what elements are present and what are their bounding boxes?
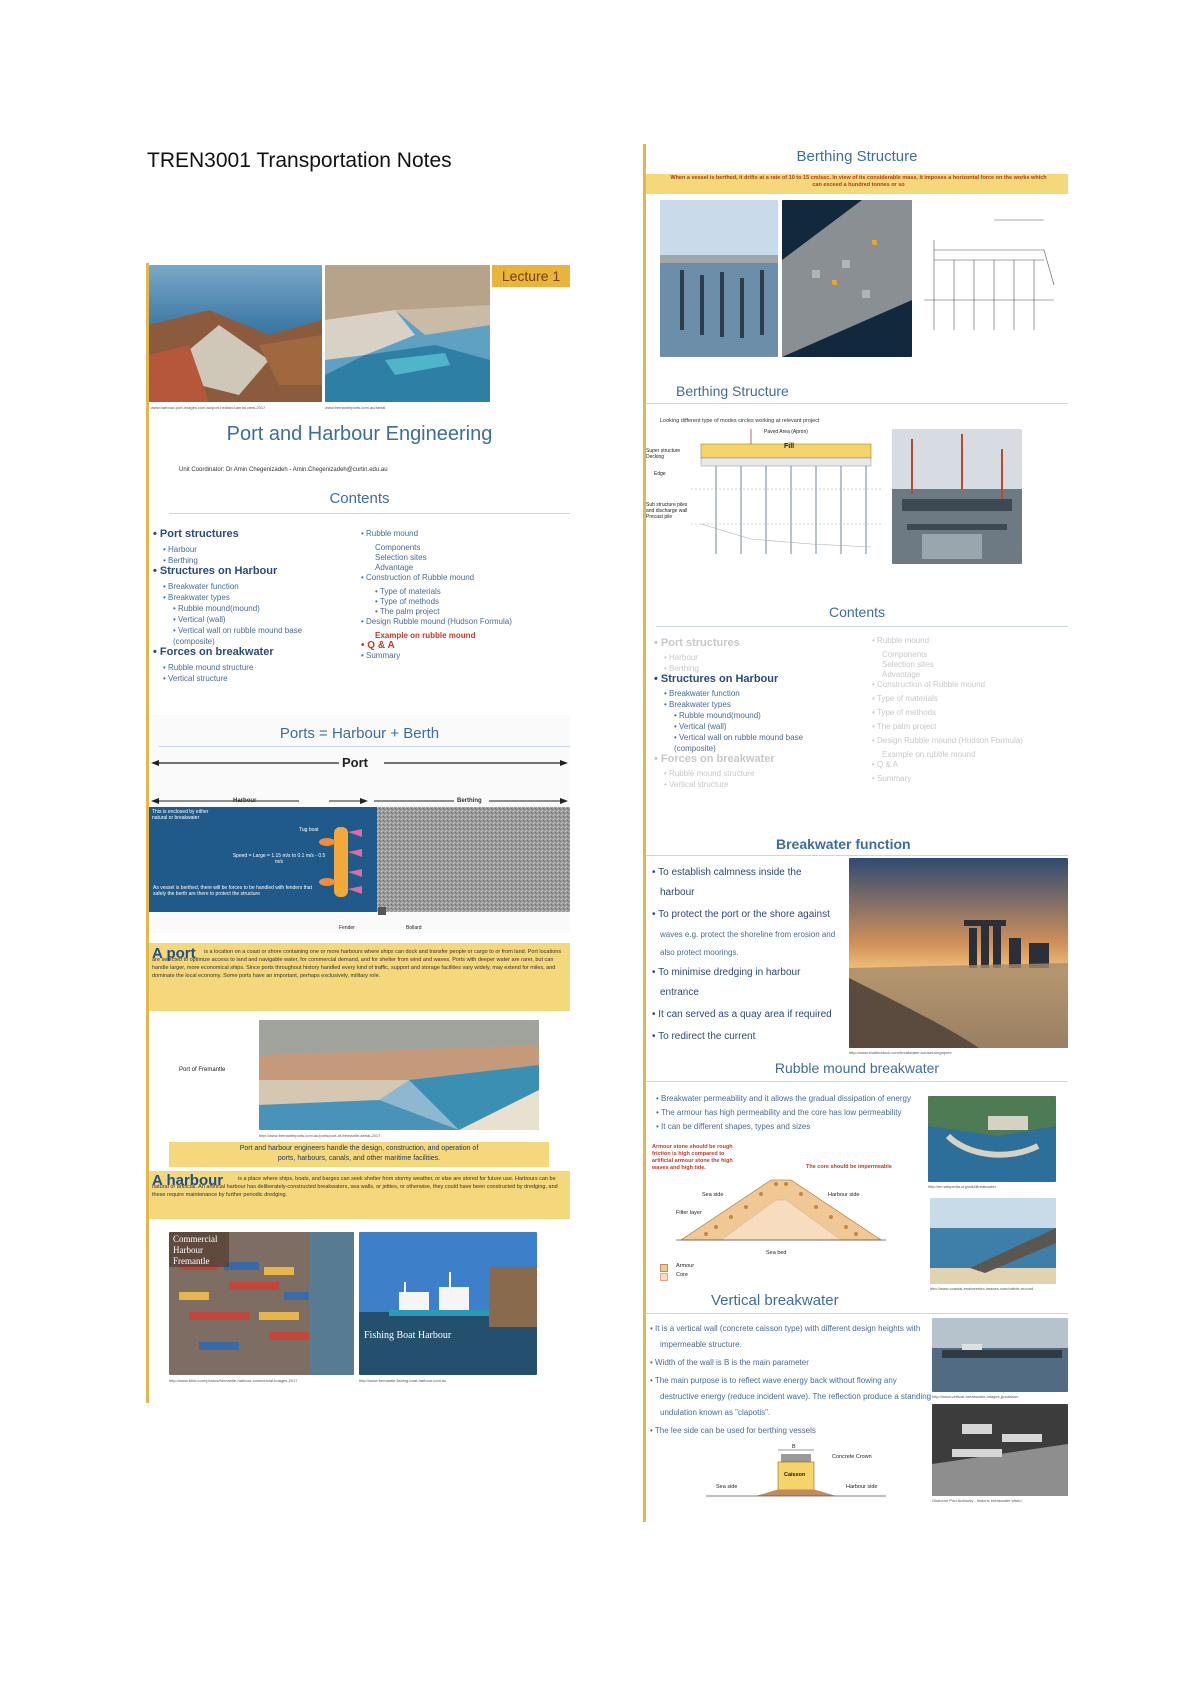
breakwater-sunset-photo xyxy=(849,858,1068,1048)
aerial-photo-port-hedland xyxy=(149,265,322,402)
vertical-photo-bw xyxy=(932,1404,1068,1496)
v-harbour-side-label: Harbour side xyxy=(846,1484,878,1490)
bw-function-item: entrance xyxy=(660,987,699,998)
vertical-item: • Width of the wall is B is the main parameter xyxy=(650,1358,809,1367)
contents-item: • Type of methods xyxy=(375,597,440,606)
harbour-photo-caption-1: http://www.flickr.com/photos/fremantle-harbour-commercial-images-2017 xyxy=(169,1378,298,1383)
contents-item: • Vertical structure xyxy=(163,674,228,683)
harbour-photo-caption-2: http://www.fremantle-fishing-boat-harbour.com.au xyxy=(359,1378,447,1383)
bw-function-item: • It can served as a quay area if required xyxy=(652,1009,832,1020)
sea-bed-label: Sea bed xyxy=(766,1250,787,1256)
vertical-item: • It is a vertical wall (concrete caisson type) with different design heights with xyxy=(650,1324,921,1333)
bw-function-heading: Breakwater function xyxy=(776,836,911,852)
berthing1-heading: Berthing Structure xyxy=(796,148,918,165)
slide-harbour-photos xyxy=(149,1232,570,1402)
contents-item: Selection sites xyxy=(882,660,934,669)
vertical-item: undulation known as "clapotis". xyxy=(660,1408,771,1417)
harbour-diagram xyxy=(149,807,570,922)
bw-function-item: • To protect the port or the shore against xyxy=(652,909,830,920)
berthing1-banner: When a vessel is berthed, it drifts at a rate of 10 to 15 cm/sec. In view of its considerable mass, it imposes a horizontal force on the works which can exceed a hundred tonnes or so xyxy=(670,175,1047,188)
aerial-photo-fremantle xyxy=(325,265,490,402)
legend-core-label: Core xyxy=(676,1272,688,1278)
super-structure-label: Super structure Decking xyxy=(646,448,681,460)
vertical-photo-caption-2: Gisborne Port Authority - historic breakwater photo xyxy=(932,1498,1022,1503)
engineers-text-1: Port and harbour engineers handle the design, construction, and operation of xyxy=(239,1145,479,1152)
contents-item: • Summary xyxy=(361,651,401,660)
slide-berthing-1 xyxy=(646,144,1068,374)
rubble-item: • Breakwater permeability and it allows the gradual dissipation of energy xyxy=(656,1094,911,1103)
berthing2-intro: Looking different type of modes circles working at relevant project xyxy=(660,418,820,424)
legend-core-swatch xyxy=(660,1273,668,1281)
contents-item: • Port structures xyxy=(654,637,740,649)
legend-armour-swatch xyxy=(660,1264,668,1272)
contents-item: • The palm project xyxy=(872,722,937,731)
bw-function-item: • To establish calmness inside the xyxy=(652,867,802,878)
fill-label: Fill xyxy=(784,443,795,450)
contents-item: • Forces on breakwater xyxy=(153,646,274,658)
aharbour-text: is a place where ships, boats, and barges can seek shelter from stormy weather, or else are stored for future use. Harbours can be natural or artificial. An artificial harbour has deliberately-constructed breakwaters, sea walls, or jetties, or otherwise, they could have been constructed by dredging, and these require maintenance by further periodic dredging. xyxy=(152,1176,558,1198)
berthing-label: Berthing xyxy=(457,798,482,804)
contents-item: • Summary xyxy=(872,774,912,783)
rubble-photo-beach xyxy=(930,1198,1056,1284)
berthing-photo-deck xyxy=(782,200,912,357)
b-label: B xyxy=(792,1444,796,1450)
contents-item: Advantage xyxy=(882,670,921,679)
contents-item: • Rubble mound(mound) xyxy=(173,604,260,613)
rubble-item: • The armour has high permeability and the core has low permeability xyxy=(656,1108,902,1117)
rubble-photo-caption-1: http://en.wikipedia.org/wiki/Breakwater xyxy=(928,1184,997,1189)
rubble-heading: Rubble mound breakwater xyxy=(774,1060,940,1076)
contents-heading: Contents xyxy=(329,490,390,507)
contents-item: • Rubble mound xyxy=(872,636,930,645)
tug-boat-label: Tug boat xyxy=(299,827,319,833)
sea-side-label: Sea side xyxy=(702,1192,724,1198)
engineers-text-2: ports, harbours, canals, and other maritime facilities. xyxy=(277,1155,441,1162)
commercial-sign: Commercial Harbour Fremantle xyxy=(173,1234,218,1266)
contents-item: • Construction of Rubble mound xyxy=(361,573,475,582)
contents-item: • Berthing xyxy=(664,664,699,673)
contents-item: • Berthing xyxy=(163,556,198,565)
contents-item: • Rubble mound(mound) xyxy=(674,711,761,720)
contents-item: Example on rubble mound xyxy=(882,750,976,759)
substructure-label: Sub structure piles and discharge wall Precast pile xyxy=(646,502,688,520)
slide1-coordinator: Unit Coordinator: Dr Amin Chegenizadeh - Amin.Chegenizadeh@curtin.edu.au xyxy=(179,467,388,473)
slide1-heading: Port and Harbour Engineering xyxy=(226,423,493,445)
bollard-label: Bollard xyxy=(406,925,422,931)
contents-item: • Vertical wall on rubble mound base xyxy=(674,733,804,742)
lecture-badge: Lecture 1 xyxy=(492,265,570,287)
fremantle-caption: http://www.fremantleports.com.au/ports/port-of-fremantle-aerial-2017 xyxy=(259,1133,381,1138)
contents-item: • Vertical wall on rubble mound base xyxy=(173,626,303,635)
aport-text: is a location on a coast or shore containing one or more harbours where ships can dock and transfer people or cargo to or from land. Port locations are selected to optimize access to land and navigable water, for commercial demand, and for shelter from wind and waves. Ports with deeper water are rarer, but can handle larger, more economical ships. Since ports throughout history handled every kind of traffic, support and storage facilities vary widely, may extend for miles, and dominate the local economy. Some ports have an important, perhaps exclusively, military role. xyxy=(152,949,562,979)
vertical-photo-pier xyxy=(932,1318,1068,1392)
contents-item: (composite) xyxy=(173,637,215,646)
slide-contents-2 xyxy=(646,594,1068,814)
harbour-label: Harbour xyxy=(233,798,257,804)
contents-item: Example on rubble mound xyxy=(375,631,476,640)
contents-item: • Type of materials xyxy=(872,694,938,703)
rubble-item: • It can be different shapes, types and sizes xyxy=(656,1122,811,1131)
contents-item: • Construction of Rubble mound xyxy=(872,680,986,689)
slide-title xyxy=(149,263,570,485)
berthing-construction-photo xyxy=(892,429,1022,564)
core-note: The core should be impermeable xyxy=(806,1164,892,1170)
slide-contents xyxy=(149,487,570,692)
contents2-heading: Contents xyxy=(828,604,886,620)
contents-item: Components xyxy=(375,543,421,552)
vertical-item: impermeable structure. xyxy=(660,1340,742,1349)
contents-item: • Forces on breakwater xyxy=(654,753,775,765)
ports-heading: Ports = Harbour + Berth xyxy=(279,725,440,742)
contents-item: Components xyxy=(882,650,928,659)
berthing-drawing xyxy=(914,200,1068,357)
vertical-photo-caption-1: http://www.vertical-breakwater-images.jp/caisson xyxy=(932,1394,1019,1399)
vertical-item: • The main purpose is to reflect wave energy back without flowing any xyxy=(650,1376,897,1385)
paved-label: Paved Area (Apron) xyxy=(764,429,808,435)
contents-item: • Q & A xyxy=(361,640,395,651)
v-sea-side-label: Sea side xyxy=(716,1484,738,1490)
contents-item: • Type of methods xyxy=(872,708,937,717)
contents-item: • Structures on Harbour xyxy=(654,673,779,685)
fishing-sign: Fishing Boat Harbour xyxy=(364,1330,452,1341)
contents-item: • Design Rubble mound (Hudson Formula) xyxy=(872,736,1023,745)
port-of-fremantle-photo xyxy=(259,1020,539,1130)
fishing-harbour-photo xyxy=(359,1232,537,1375)
bw-function-item: • To redirect the current xyxy=(652,1031,756,1042)
rubble-photo-aerial xyxy=(928,1096,1056,1182)
legend-armour-label: Armour xyxy=(676,1263,695,1269)
bw-photo-caption: http://www.shutterstock.com/breakwater-sunset-singapore xyxy=(849,1050,952,1055)
slide-vertical-breakwater xyxy=(646,1292,1068,1518)
contents-item: • Type of materials xyxy=(375,587,441,596)
berthing-photo-piles xyxy=(660,200,778,357)
contents-item: • Rubble mound structure xyxy=(163,663,254,672)
vertical-heading: Vertical breakwater xyxy=(711,1292,839,1309)
bw-function-item: harbour xyxy=(660,887,695,898)
fender-label: Fender xyxy=(339,925,355,931)
contents-item: • Breakwater types xyxy=(664,700,731,709)
bw-function-item: waves e.g. protect the shoreline from erosion and xyxy=(660,930,836,939)
contents-item: • Vertical structure xyxy=(664,780,729,789)
port-label: Port xyxy=(342,755,368,770)
aport-heading: A port xyxy=(152,945,196,962)
contents-item: • Vertical (wall) xyxy=(674,722,727,731)
contents-item: Advantage xyxy=(375,563,414,572)
berthing2-heading: Berthing Structure xyxy=(676,383,789,399)
slide-rubble-mound xyxy=(646,1060,1068,1290)
contents-item: • The palm project xyxy=(375,607,440,616)
contents-item: • Port structures xyxy=(153,528,239,540)
caisson-label: Caisson xyxy=(784,1472,806,1478)
contents-item: • Breakwater types xyxy=(163,593,230,602)
contents-item: (composite) xyxy=(674,744,716,753)
contents-item: • Breakwater function xyxy=(163,582,239,591)
contents-item: • Rubble mound xyxy=(361,529,419,538)
contents-item: • Vertical (wall) xyxy=(173,615,226,624)
vessel-text: As vessel is berthed, there will be forces to be handled with fenders that safely the berth are there to protect the structure xyxy=(153,885,312,897)
armour-note: Armour stone should be rough friction is high compared to artificial armour stone the high waves and high tide. xyxy=(652,1144,733,1171)
contents-item: Selection sites xyxy=(375,553,427,562)
contents-item: • Harbour xyxy=(163,545,197,554)
harbour-side-label: Harbour side xyxy=(828,1192,860,1198)
contents-item: • Rubble mound structure xyxy=(664,769,755,778)
crown-label: Concrete Crown xyxy=(832,1454,872,1460)
edge-label: Edge xyxy=(654,471,666,477)
contents-item: • Harbour xyxy=(664,653,698,662)
contents-item: • Q & A xyxy=(872,760,898,769)
bw-function-item: also protect moorings. xyxy=(660,948,739,957)
contents-item: • Structures on Harbour xyxy=(153,565,278,577)
slide-breakwater-function xyxy=(646,836,1068,1056)
vertical-item: destructive energy (reduce incident wave). The reflection produce a standing xyxy=(660,1392,932,1401)
speed-text: Speed = Large = 1.15 m/s to 0.1 m/s - 0.5 m/s xyxy=(232,853,326,865)
slide-ports xyxy=(149,715,570,933)
photo-caption-1: www.harbour-port-images.com.au/port-hedland-aerial-view-2017 xyxy=(151,405,266,410)
harbour-box-text: This is enclosed by either natural or breakwater xyxy=(152,809,209,821)
document-title: TREN3001 Transportation Notes xyxy=(147,149,452,172)
photo-caption-2: www.fremantleports.com.au/aerial xyxy=(325,405,386,410)
filter-layer-label: Filter layer xyxy=(676,1210,702,1216)
fremantle-label: Port of Fremantle xyxy=(179,1067,226,1073)
aharbour-heading: A harbour xyxy=(152,1172,224,1189)
rubble-photo-caption-2: http://www.coastal-engineering-images.com/rubble-mound xyxy=(930,1286,1034,1290)
rubble-cross-section xyxy=(676,1172,886,1252)
vertical-item: • The lee side can be used for berthing vessels xyxy=(650,1426,816,1435)
contents-item: • Design Rubble mound (Hudson Formula) xyxy=(361,617,512,626)
bw-function-item: • To minimise dredging in harbour xyxy=(652,967,801,978)
contents-item: • Breakwater function xyxy=(664,689,740,698)
slide-berthing-2 xyxy=(646,379,1068,591)
